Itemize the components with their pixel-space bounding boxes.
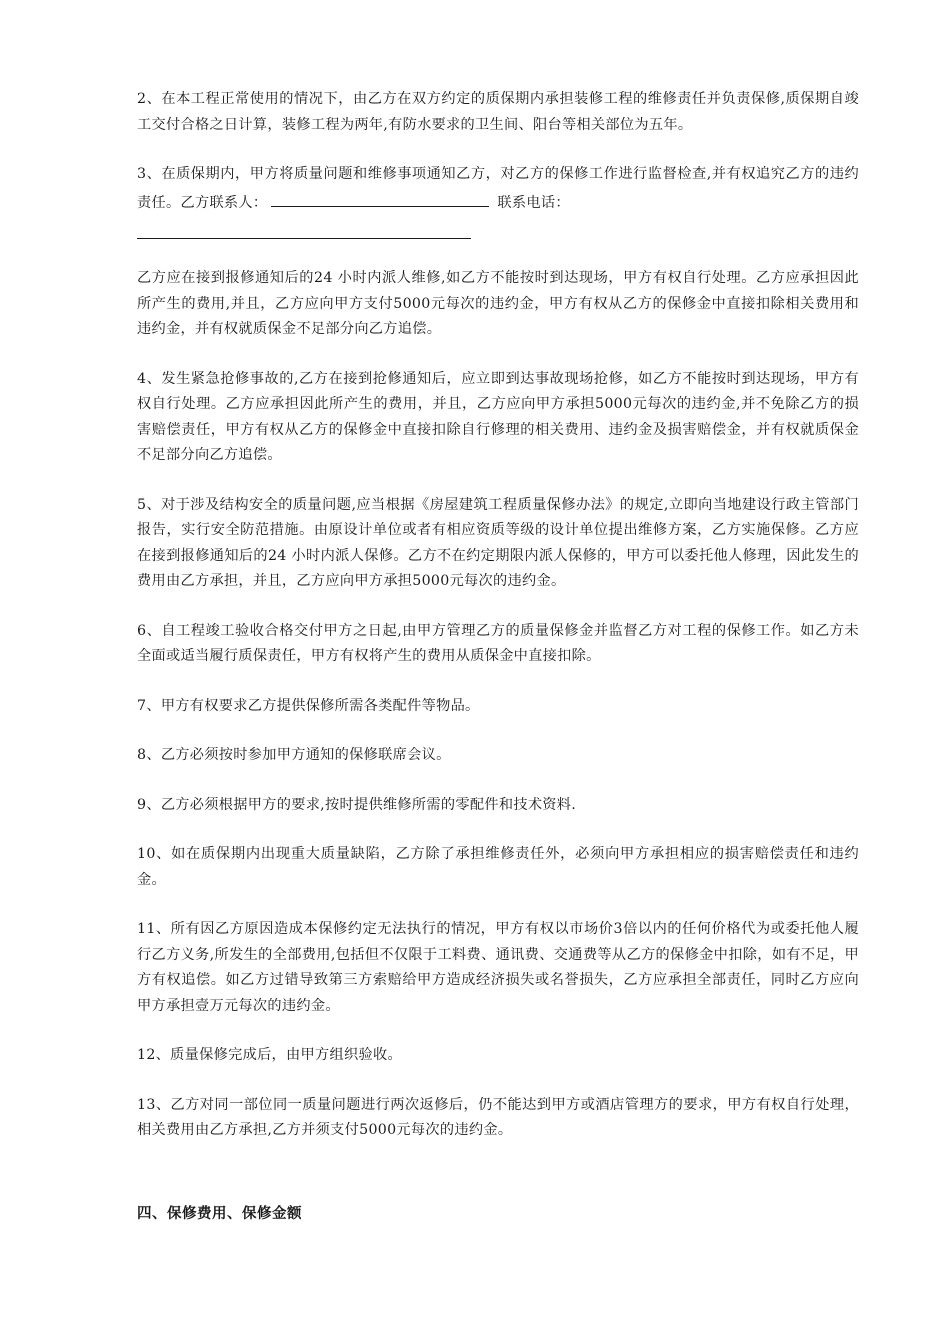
clause-3-continued: 乙方应在接到报修通知后的24 小时内派人维修,如乙方不能按时到达现场，甲方有权自行处理。乙方应承担因此所产生的费用,并且，乙方应向甲方支付5000元每次的违约金，甲方有权从乙方的保修金中直接扣除相关费用和违约金，并有权就质保金不足部分向乙方追偿。 [137,270,859,337]
clause-10: 10、如在质保期内出现重大质量缺陷，乙方除了承担维修责任外，必须向甲方承担相应的损害赔偿责任和违约金。 [137,846,859,888]
clause-7: 7、甲方有权要求乙方提供保修所需各类配件等物品。 [137,697,480,714]
contact-phone-line [137,216,859,242]
section-heading: 四、保修费用、保修金额 [137,1204,302,1222]
clause-4: 4、发生紧急抢修事故的,乙方在接到抢修通知后，应立即到达事故现场抢修，如乙方不能按时到达现场，甲方有权自行处理。乙方应承担因此所产生的费用，并且，乙方应向甲方承担5000元每次的违约金,并不免除乙方的损害赔偿责任，甲方有权从乙方的保修金中直接扣除自行修理的相关费用、违约金及损害赔偿金，并有权就质保金不足部分向乙方追偿。 [137,370,859,463]
clause-3-text: 3、在质保期内，甲方将质量问题和维修事项通知乙方，对乙方的保修工作进行监督检查,并有权追究乙方的违约责任。乙方联系人： [137,166,859,211]
contact-phone-label: 联系电话： [497,194,570,211]
clause-2: 2、在本工程正常使用的情况下，由乙方在双方约定的质保期内承担装修工程的维修责任并负责保修,质保期自竣工交付合格之日计算，装修工程为两年,有防水要求的卫生间、阳台等相关部位为五年。 [137,91,859,133]
clause-12: 12、质量保修完成后，由甲方组织验收。 [137,1047,402,1063]
clause-6: 6、自工程竣工验收合格交付甲方之日起,由甲方管理乙方的质量保修金并监督乙方对工程的保修工作。如乙方未全面或适当履行质保责任，甲方有权将产生的费用从质保金中直接扣除。 [137,622,859,664]
clause-5: 5、对于涉及结构安全的质量问题,应当根据《房屋建筑工程质量保修办法》的规定,立即向当地建设行政主管部门报告，实行安全防范措施。由原设计单位或者有相应资质等级的设计单位提出维修方案，乙方实施保修。乙方应在接到报修通知后的24 小时内派人保修。乙方不在约定期限内派人保修的，甲方可以委托他人修理，因此发生的费用由乙方承担，并且，乙方应向甲方承担5000元每次的违约金。 [137,496,859,589]
contact-phone-blank [137,220,471,239]
clause-11: 11、所有因乙方原因造成本保修约定无法执行的情况，甲方有权以市场价3倍以内的任何价格代为或委托他人履行乙方义务,所发生的全部费用,包括但不仅限于工料费、通讯费、交通费等从乙方的保修金中扣除，如有不足，甲方有权追偿。如乙方过错导致第三方索赔给甲方造成经济损失或名誉损失，乙方应承担全部责任，同时乙方应向甲方承担壹万元每次的违约金。 [137,921,859,1014]
clause-8: 8、乙方必须按时参加甲方通知的保修联席会议。 [137,747,451,763]
contact-person-blank [271,188,489,207]
clause-3 [137,162,859,216]
clause-13: 13、乙方对同一部位同一质量问题进行两次返修后，仍不能达到甲方或酒店管理方的要求，甲方有权自行处理，相关费用由乙方承担,乙方并须支付5000元每次的违约金。 [137,1096,859,1138]
document-page [137,87,859,1223]
clause-9: 9、乙方必须根据甲方的要求,按时提供维修所需的零配件和技术资料. [137,796,577,813]
